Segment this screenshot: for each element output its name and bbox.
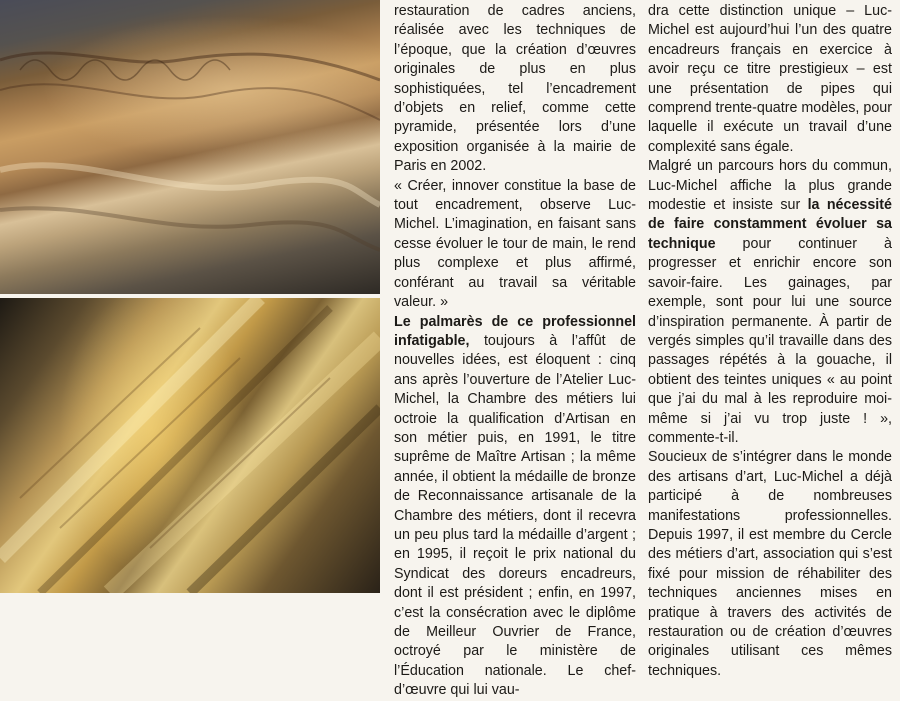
paragraph: dra cette distinction unique – Luc-Michel est aujourd’hui l’un des quatre encadreurs français en exercice à avoir reçu ce titre prestigieux – est une présentation de pipes qui comprend trente-quatre modèles, pour laquelle il exécute un travail d’une complexité sans égale. [648,3,892,155]
engraved-ornament-pattern [0,0,380,294]
paragraph [648,157,892,448]
paragraph: Soucieux de s’intégrer dans le monde des artisans d’art, Luc-Michel a déjà participé à de nombreuses manifestations professionnelles. Depuis 1997, il est membre du Cercle des métiers d’art, association qui s’est fixé pour mission de réhabiliter des techniques anciennes mises en pratique à travers des activités de restauration ou de création d’œuvres originales utilisant ces mêmes techniques. [648,449,892,679]
paragraph: restauration de cadres anciens, réalisée avec les techniques de l’époque, que la création d’œuvres originales de plus en plus sophistiquées, tel l’encadrement d’objets en relief, comme cette pyramide, présentée lors d’une exposition organisée à la mairie de Paris en 2002. [394,3,636,175]
article-column-1 [394,2,636,701]
gold-leaf-texture [0,298,380,593]
paragraph [394,313,636,701]
bold-emphasis: la nécessité de faire constamment évoluer sa technique [648,197,892,252]
paragraph-text: Malgré un parcours hors du commun, Luc-Michel affiche la plus grande modestie et insiste sur [648,158,892,214]
frame-photo-top [0,0,380,294]
bold-lead: Le palmarès de ce professionnel infatigable, [394,313,636,349]
paragraph: « Créer, innover constitue la base de tout encadrement, observe Luc-Michel. L’imagination, en faisant sans cesse évoluer le tour de main, le rend plus complexe et plus affirmé, conférant au travail sa véritable valeur. » [394,177,636,311]
paragraph-text: pour continuer à progresser et enrichir encore son savoir-faire. Les gainages, par exemple, sont pour lui une source d’inspiration permanente. À partir de vergés simples qu’il travaille dans des passages répétés à la gouache, il obtient des teintes uniques « au point que j’ai du mal à les reproduire moi-même si j’ai vu trop juste ! », commente-t-il. [648,235,892,446]
article-column-2 [648,2,892,681]
paragraph-text: toujours à l’affût de nouvelles idées, est éloquent : cinq ans après l’ouverture de l’Atelier Luc-Michel, la Chambre des métiers lui octroie la qualification d’Artisan en son métier puis, en 1991, le titre suprême de Maître Artisan ; la même année, il obtient la médaille de bronze de Reconnaissance artisanale de la Chambre des métiers, dont il recevra un peu plus tard la médaille d’argent ; en 1995, il reçoit le prix national du Syndicat des doreurs encadreurs, dont il est président ; enfin, en 1997, c’est la consécration avec le diplôme de Meilleur Ouvrier de France, octroyé par le ministère de l’Éducation nationale. Le chef-d’œuvre qui lui vau- [394,332,636,699]
frame-photo-bottom [0,298,380,593]
